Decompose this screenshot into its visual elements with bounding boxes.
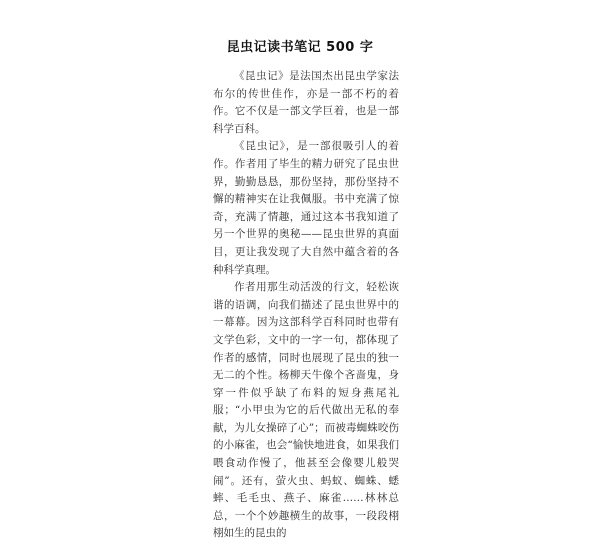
document-title: 昆虫记读书笔记 500 字 (226, 40, 374, 55)
paragraph-1: 《昆虫记》是法国杰出昆虫学家法布尔的传世佳作，亦是一部不朽的着作。它不仅是一部文学巨着，也是一部科学百科。 (213, 70, 399, 135)
document-body (213, 68, 399, 543)
paragraph-2: 《昆虫记》，是一部很吸引人的着作。作者用了毕生的精力研究了昆虫世界，勤勤恳恳，那份坚持，那份坚持不懈的精神实在让我佩服。书中充满了惊奇，充满了情趣，通过这本书我知道了另一个世界的奥秘——昆虫世界的真面目，更让我发现了大自然中蕴含着的各种科学真理。 (213, 140, 399, 276)
paragraph-3: 作者用那生动活泼的行文，轻松诙谐的语调，向我们描述了昆虫世界中的一幕幕。因为这部科学百科同时也带有文学色彩，文中的一字一句，都体现了作者的感情，同时也展现了昆虫的独一无二的个性。杨柳天牛像个吝啬鬼，身穿一件似乎缺了布料的短身燕尾礼服；“小甲虫为它的后代做出无私的奉献，为儿女操碎了心”；而被毒蜘蛛咬伤的小麻雀，也会“愉快地进食，如果我们喂食动作慢了，他甚至会像婴儿般哭闹”。还有，萤火虫、蚂蚁、蜘蛛、蟋蟀、毛毛虫、燕子、麻雀……林林总总，一个个妙趣横生的故事，一段段栩栩如生的昆虫的 (213, 281, 399, 540)
